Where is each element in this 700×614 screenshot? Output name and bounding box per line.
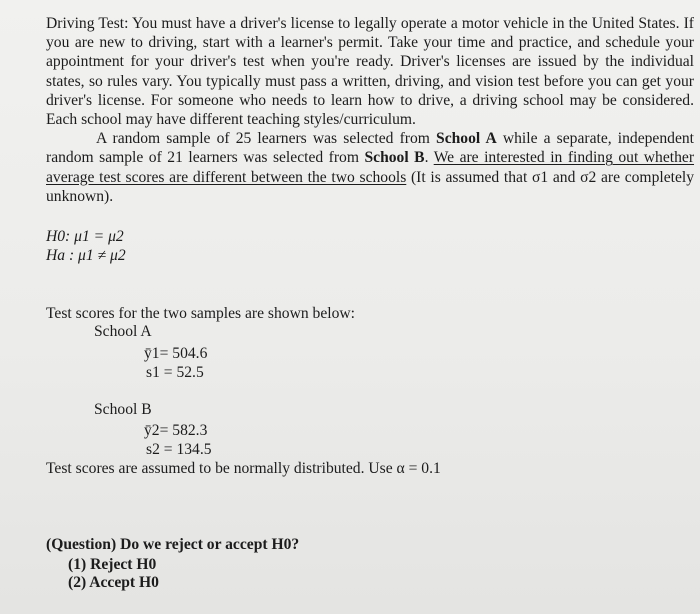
problem-paragraph <box>46 14 694 206</box>
school-b-bold: School B <box>364 149 425 167</box>
option-accept: (2) Accept H0 <box>68 574 159 591</box>
school-b-label: School B <box>94 401 152 418</box>
school-a-bold: School A <box>436 130 497 148</box>
school-a-mean: ȳ1= 504.6 <box>144 345 208 362</box>
sample-dot: . <box>424 149 434 167</box>
research-question: We are interested in finding out whether average test scores are different between the two schools <box>46 149 695 186</box>
option-reject: (1) Reject H0 <box>68 556 157 573</box>
sigma-assumption: (It is assumed that σ1 and σ2 are completely unknown). <box>46 168 694 205</box>
intro-heading: Driving Test: <box>46 15 129 32</box>
scores-intro: Test scores for the two samples are shown below: <box>46 305 355 322</box>
question-prompt: (Question) Do we reject or accept H0? <box>46 536 300 553</box>
school-a-label: School A <box>94 323 152 340</box>
null-hypothesis: H0: μ1 = μ2 <box>46 228 124 245</box>
alt-hypothesis: Ha : μ1 ≠ μ2 <box>46 247 126 264</box>
school-b-mean: ȳ2= 582.3 <box>144 422 208 439</box>
school-b-sd: s2 = 134.5 <box>146 441 212 458</box>
sample-text-mid: while a separate, independent random sample of 21 learners was selected from <box>46 130 694 167</box>
normality-assumption: Test scores are assumed to be normally distributed. Use α = 0.1 <box>46 460 441 477</box>
sample-text-a: A random sample of 25 learners was selected from <box>96 130 437 148</box>
school-a-sd: s1 = 52.5 <box>146 364 204 381</box>
intro-text: You must have a driver's license to legally operate a motor vehicle in the United States. If you are new to driving, start with a learner's permit. Take your time and practice, and schedule your appointment for your driver's test when you're ready. Driver's licenses are issued by the individual states, so rules vary. You typically must pass a written, driving, and vision test before you can get your driver's license. For someone who needs to learn how to drive, a driving school may be considered. Each school may have different teaching styles/curriculum. <box>46 15 694 129</box>
